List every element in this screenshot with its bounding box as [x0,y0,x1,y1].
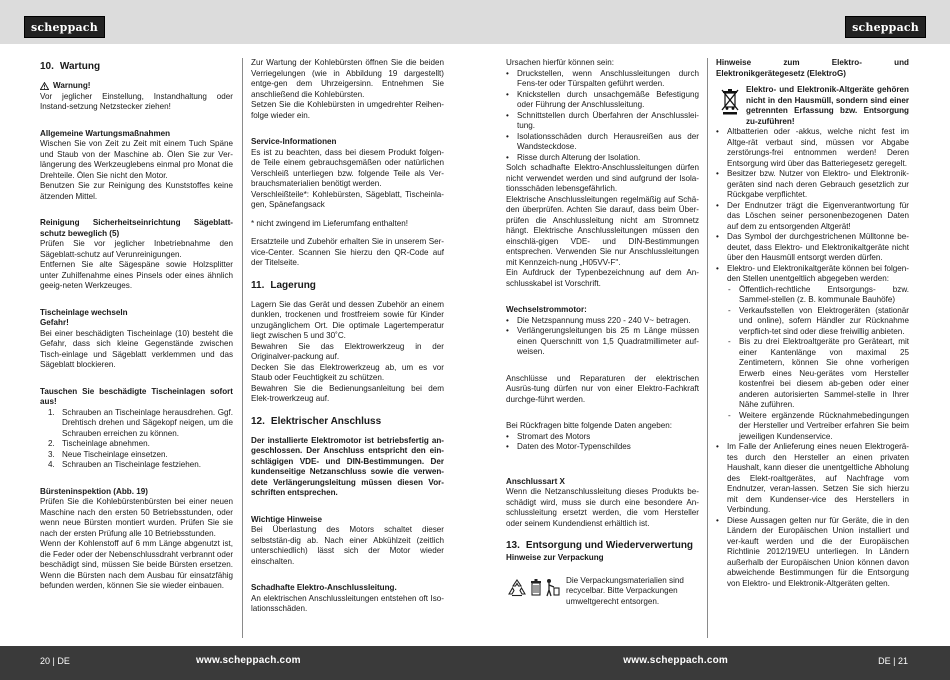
weee-list-2 [716,442,909,589]
list-item: • Im Falle der Anlieferung eines neuen Elektrogerä-tes durch den Hersteller an einen privaten Haushalt, kann dieser die unentgeltliche Abholung des Elekt-roaltgerätes, auf Nachfrage vom Endnutzer, veran-lassen. Setzen Sie sich hierzu mit dem Kundenser-vice des Herstellers in Verbindung. [716,442,909,516]
list-item: • Daten des Motor-Typenschildes [506,442,699,453]
section-heading-electric: 12. Elektrischer Anschluss [251,415,382,427]
list-item: • Verlängerungsleitungen bis 25 m Länge müssen einen Querschnitt von 1,5 Quadratmillimeter auf-weisen. [506,326,699,358]
paragraph: Es ist zu beachten, dass bei diesem Produkt folgen-de Teile einem gebrauchsgemäßen oder natürlichen Verschleiß unterliegen bzw. folgende Teile als Ver-brauchsmaterialien benötigt werden. [251,147,444,188]
list-item: • Der Endnutzer trägt die Eigenverantwortung für das Löschen seiner personenbezogenen Daten auf dem zu entsorgenden Altgerät! [716,201,909,233]
crossed-bin-icon [720,87,740,115]
collection-points-list [716,285,909,443]
paragraph: Bewahren Sie die Bedienungsanleitung bei dem Elek-trowerkzeug auf. [251,383,444,403]
list-item: • Elektro- und Elektronikaltgeräte können bei folgen-den Stellen unentgeltlich abgegeben werden: [716,264,909,285]
list-item: - Öffentlich-rechtliche Entsorgungs- bzw. Sammel-stellen (z. B. kommunale Bauhöfe) [728,285,909,306]
subheading: Tischeinlage wechseln [40,307,128,317]
subheading: Hinweise zur Verpackung [506,553,604,562]
trash-bin-icon [530,578,542,598]
list-item: • Besitzer bzw. Nutzer von Elektro- und Elektronik-geräten sind nach deren Gebrauch gesetzlich zur Rückgabe verpflichtet. [716,169,909,201]
subheading: Allgemeine Wartungsmaßnahmen [40,128,171,138]
paragraph-bold: Der installierte Elektromotor ist betriebsfertig an-geschlossen. Der Anschluss entspricht den ein-schlägigen VDE- und DIN-Bestimmungen. Der kundenseitige Netzanschluss sowie die verwen-dete Verlängerungsleitung müssen diesen Vor-schriften entsprechen. [251,435,444,497]
column-maintenance [40,58,233,592]
paragraph: Benutzen Sie zur Reinigung des Kunststoffes keine ätzenden Mittel. [40,181,233,201]
list-item: • Knickstellen durch unsachgemäße Befestigung oder Führung der Anschlussleitung. [506,90,699,111]
paragraph: Zur Wartung der Kohlebürsten öffnen Sie die beiden Verriegelungen (wie in Abbildung 19 dargestellt) entge-gen dem Uhrzeigersinn. Entnehmen Sie anschließend die Kohlebürsten. [251,58,444,99]
paragraph: Bei Rückfragen bitte folgende Daten angeben: [506,421,673,430]
subheading: Wichtige Hinweise [251,514,322,524]
paragraph: Verschleißteile*: Kohlebürsten, Sägeblatt, Tischeinla-gen, Spänefangsack [251,189,444,209]
paragraph: Wenn der Kohlenstoff auf 6 mm Länge abgenutzt ist, die Feder oder der Nebenschlussdraht verbrannt oder beschädigt sind, müssen Sie beide Bürsten ersetzen. Wenn die Bürsten nach dem Ausbau für einsatzfähig befunden werden, können Sie sie wieder einbauen. [40,539,234,590]
section-heading-maintenance: 10. Wartung [40,61,101,72]
list-item: - Weitere ergänzende Rücknahmebedingungen der Hersteller und Vertreiber erfahren Sie beim jeweiligen Kundenservice. [728,411,909,443]
subheading: Hinweise zum Elektro- und Elektronikgerätegesetz (ElektroG) [716,58,909,78]
column-divider [707,58,708,638]
paragraph: Wenn die Netzanschlussleitung dieses Produkts be-schädigt wird, muss sie durch eine besondere An-schlussleitung ersetzt werden, die vom Hersteller oder seinem Kundendienst erhältlich ist. [506,487,699,528]
list-item: • Altbatterien oder -akkus, welche nicht fest im Altge-rät verbaut sind, müssen vor Abgabe zerstörungs-frei entnommen werden! Deren Entsorgung wird über das Batteriegesetz geregelt. [716,127,909,169]
subheading: Reinigung Sicherheitseinrichtung Sägeblatt-schutz beweglich (5) [40,218,233,238]
paragraph: Decken Sie das Elektrowerkzeug ab, um es vor Staub oder Feuchtigkeit zu schützen. [251,362,444,382]
list-item: • Risse durch Alterung der Isolation. [506,153,699,164]
list-item: 3. Neue Tischeinlage einsetzen. [48,449,168,459]
ac-list [506,316,699,358]
paragraph-bold: Elektro- und Elektronik-Altgeräte gehören nicht in den Hausmüll, sondern sind einer getrennten Erfassung bzw. Entsorgung zu-zuführen! [746,85,909,126]
page-number-right: DE | 21 [878,656,908,666]
paragraph: Die Verpackungsmaterialien sind recycelbar. Bitte Verpackungen umweltgerecht entsorgen. [566,575,684,606]
recycling-symbols [506,578,560,598]
dispose-person-icon [544,578,560,598]
list-item: • Diese Aussagen gelten nur für Geräte, die in den Ländern der Europäischen Union installiert und ver-kauft werden und die der Europäischen Richtlinie 2012/19/EU unterliegen. In Ländern außerhalb der Europäischen Union können davon abweichende Bestimmungen für die Entsorgung von Elektro- und Elektronik-Altgeräten gelten. [716,516,909,590]
subheading: Schadhafte Elektro-Anschlussleitung. [251,583,397,592]
warning-line: Warnung! [40,81,233,92]
subheading: Bürsteninspektion (Abb. 19) [40,486,148,496]
paragraph: Vor jeglicher Einstellung, Instandhaltung oder Instand-setzung Netzstecker ziehen! [40,91,233,111]
header-bar [0,0,950,44]
column-divider [242,58,243,638]
website-link-right[interactable]: www.scheppach.com [623,655,728,666]
footer-bar [0,646,950,680]
recycle-icon [506,578,528,598]
paragraph: An elektrischen Anschlussleitungen entstehen oft Iso-lationsschäden. [251,593,444,613]
subheading: Anschlussart X [506,476,565,486]
paragraph: Setzen Sie die Kohlebürsten in umgedrehter Reihen-folge wieder ein. [251,100,444,120]
causes-list [506,69,699,164]
paragraph: Prüfen Sie die Kohlebürstenbürsten bei einer neuen Maschine nach den ersten 50 Betriebsstunden, oder wenn neue Bürsten montiert wurden. Prüfen Sie sie nach der ersten Prüfung alle 10 Betriebsstunden. [40,497,233,538]
paragraph: Solch schadhafte Elektro-Anschlussleitungen dürfen nicht verwendet werden und sind aufgrund der Isola-tionsschäden lebensgefährlich. [506,163,699,193]
weee-list [716,127,909,285]
paragraph: Bewahren Sie das Elektrowerkzeug in der Originalver-packung auf. [251,341,444,361]
paragraph: Bei einer beschädigten Tischeinlage (10) besteht die Gefahr, dass sich kleine Gegenstände zwischen Tisch-einlage und Sägeblatt verklemmen und das Sägeblatt blockieren. [40,328,233,369]
paragraph: Lagern Sie das Gerät und dessen Zubehör an einem dunklen, trockenen und frostfreiem sowie für Kinder unzugänglichem Ort. Die optimale Lagertemperatur liegt zwischen 5 und 30˚C. [251,299,444,340]
list-item: • Isolationsschäden durch Herausreißen aus der Wandsteckdose. [506,132,699,153]
inquiry-list [506,432,699,453]
paragraph: Ersatzteile und Zubehör erhalten Sie in unserem Ser-vice-Center. Scannen Sie hierzu den QR-Code auf der Titelseite. [251,237,444,267]
website-link-left[interactable]: www.scheppach.com [196,655,301,666]
list-item: 2. Tischeinlage abnehmen. [48,439,150,448]
list-item: 4. Schrauben an Tischeinlage festziehen. [48,460,202,469]
subheading: Service-Informationen [251,137,337,146]
subheading: Wechselstrommotor: [506,305,587,314]
paragraph: Anschlüsse und Reparaturen der elektrischen Ausrüs-tung dürfen nur von einer Elektro-Fachkraft durchge-führt werden. [506,373,699,404]
brand-logo-left: scheppach [24,16,105,38]
packaging-note [506,576,699,608]
steps-list [40,408,233,471]
column-connection-disposal [506,58,699,607]
list-item: - Bis zu drei Elektroaltgeräte pro Geräteart, mit einer Kantenlänge von maximal 25 Zentimetern, können Sie ohne vorherigen Erwerb eines Neu-gerätes vom Hersteller kostenfrei bei diesem ab-geben oder einer anderen autorisierten Sammel-stelle in Ihrer Nähe zuführen. [728,337,909,411]
list-item: • Das Symbol der durchgestrichenen Mülltonne be-deutet, dass Elektro- und Elektronikaltgeräte nicht über den Hausmüll entsorgt werden dürfen. [716,232,909,264]
list-item: - Verkaufsstellen von Elektrogeräten (stationär und online), sofern Händler zur Rücknahme verpflich-tet sind oder diese freiwillig anbieten. [728,306,909,338]
list-item: • Schnittstellen durch Überfahren der Anschlusslei-tung. [506,111,699,132]
brand-logo-right: scheppach [845,16,926,38]
paragraph: Wischen Sie von Zeit zu Zeit mit einem Tuch Späne und Staub von der Maschine ab. Ölen Sie zur Ver-längerung des Werkzeuglebens einmal pro Monat die Drehteile. Ölen Sie nicht den Motor. [40,139,233,180]
column-weee [716,58,909,589]
page-number-left: 20 | DE [40,656,70,666]
list-item: 1. Schrauben an Tischeinlage herausdrehen. Ggf. Drehtisch drehen und Sägekopf neigen, um die Schrauben erreichen zu können. [48,407,233,438]
section-heading-disposal: 13. Entsorgung und Wiederverwertung [506,540,694,551]
paragraph: Entfernen Sie alte Sägespäne sowie Holzsplitter unter Zuhilfenahme eines Pinsels oder eines ähnlich geeig-neten Werkzeuges. [40,260,233,290]
paragraph: Ursachen hierfür können sein: [506,58,614,67]
subheading: Tauschen Sie beschädigte Tischeinlagen sofort aus! [40,386,233,406]
list-item: • Stromart des Motors [506,432,699,443]
column-storage-electric [251,58,444,615]
danger-label: Gefahr! [40,318,69,327]
warning-triangle-icon [40,82,49,90]
footnote: * nicht zwingend im Lieferumfang enthalten! [251,218,409,228]
paragraph: Ein Aufdruck der Typenbezeichnung auf dem An-schlusskabel ist Vorschrift. [506,268,699,288]
weee-notice [716,85,909,127]
paragraph: Bei Überlastung des Motors schaltet dieser selbststän-dig ab. Nach einer Abkühlzeit (zeitlich unterschiedlich) lässt sich der Motor wieder einschalten. [251,525,444,566]
list-item: • Die Netzspannung muss 220 - 240 V~ betragen. [506,316,699,327]
section-heading-storage: 11. Lagerung [251,279,316,291]
list-item: • Druckstellen, wenn Anschlussleitungen durch Fens-ter oder Türspalten geführt werden. [506,69,699,90]
paragraph: Prüfen Sie vor jeglicher Inbetriebnahme den Sägeblatt-schutz auf Verunreinigungen. [40,239,233,259]
paragraph: Elektrische Anschlussleitungen regelmäßig auf Schä-den überprüfen. Achten Sie darauf, dass beim Über-prüfen die Anschlussleitung nicht am Stromnetz hängt. Elektrische Anschlussleitungen müssen den einschlä-gigen VDE- und DIN-Bestimmungen entsprechen. Verwenden Sie nur Anschlussleitungen mit Kennzeich-nung „H05VV-F". [506,194,699,267]
